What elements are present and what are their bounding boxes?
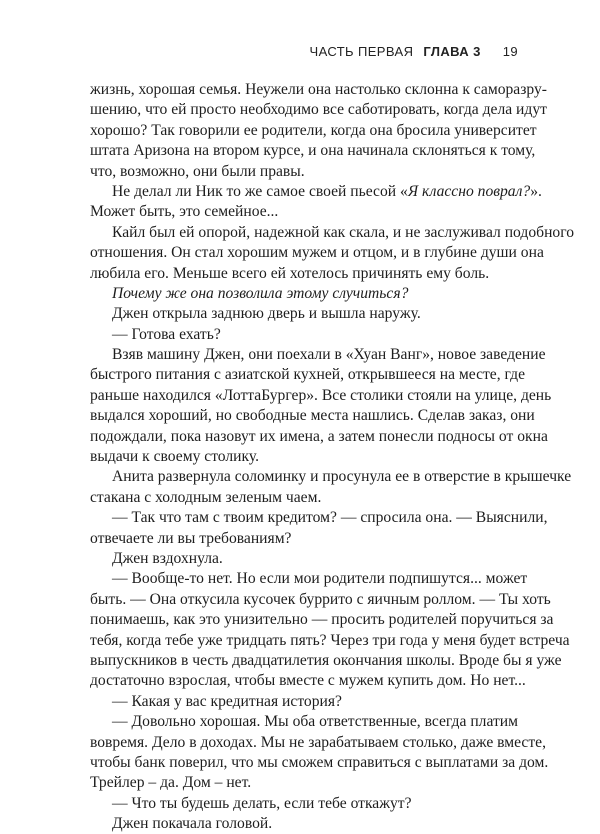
text-line: Может быть, это семейное... [90,203,279,221]
body-text [90,80,575,834]
text-line: — Довольно хорошая. Мы оба ответственные, всегда платим [112,713,518,731]
text-line: достаточно взрослая, чтобы вместе с мужем купить дом. Но нет... [90,672,526,690]
text-line: — Какая у вас кредитная история? [112,692,342,710]
text-line: выдачи к своему столику. [90,448,260,466]
page-number: 19 [502,44,518,59]
text-line: отношения. Он стал хорошим мужем и отцом, и в глубине души она [90,244,544,262]
text-line: быстрого питания с азиатской кухней, открывшееся на месте, где [90,366,526,384]
italic-title: Я классно поврал? [407,182,531,200]
text-line: Джен открыла заднюю дверь и вышла наружу. [112,305,421,323]
text-line: Джен вздохнула. [112,549,223,567]
running-head [90,44,518,59]
text-line: Взяв машину Джен, они поехали в «Хуан Ванг», новое заведение [112,346,546,364]
text-line: — Что ты будешь делать, если тебе откажут? [112,794,412,812]
text-line: — Готова ехать? [112,325,221,343]
text-line: стакана с холодным зеленым чаем. [90,488,322,506]
text-line: хорошо? Так говорили ее родители, когда она бросила университет [90,121,537,139]
text-line: тебя, когда тебе уже тридцать пять? Через три года у меня будет встреча [90,631,570,649]
text-line: штата Аризона на втором курсе, и она начинала склоняться к тому, [90,142,536,160]
text-line: выпускников в честь двадцатилетия окончания школы. Вроде бы я уже [90,651,562,669]
text-line: жизнь, хорошая семья. Неужели она настолько склонна к саморазру- [90,81,547,98]
text-line: любила его. Меньше всего ей хотелось причинять ему боль. [90,264,490,282]
text-line: раньше находился «ЛоттаБургер». Все столики стояли на улице, день [90,386,552,404]
text-line: — Вообще-то нет. Но если мои родители подпишутся... может [112,570,528,588]
text-line: Не делал ли Ник то же самое своей пьесой «Я классно поврал?». [112,182,542,200]
text-line: вовремя. Дело в доходах. Мы не зарабатываем столько, даже вместе, [90,733,546,751]
text-line: Трейлер – да. Дом – нет. [90,774,252,792]
text-line: подождали, пока назовут их имена, а затем понесли подносы от окна [90,427,548,445]
text-line: быть. — Она откусила кусочек буррито с яичным роллом. — Ты хоть [90,590,551,608]
text-line: Анита развернула соломинку и просунула ее в отверстие в крышечке [112,468,572,486]
text-line: что, возможно, они были правы. [90,162,305,180]
text-line: шению, что ей просто необходимо все саботировать, когда дела идут [90,101,547,119]
chapter-title: ГЛАВА 3 [423,44,481,59]
part-title: ЧАСТЬ ПЕРВАЯ [309,44,414,59]
text-line: Почему же она позволила этому случиться? [112,284,409,302]
text-line: отвечаете ли вы требованиям? [90,529,292,547]
text-line: — Так что там с твоим кредитом? — спросила она. — Выяснили, [112,509,548,527]
text-line: чтобы банк поверил, что мы сможем справиться с выплатами за дом. [90,753,549,771]
text-line: Джен покачала головой. [112,815,273,833]
text-line: выдался хороший, но свободные места нашлись. Сделав заказ, они [90,407,535,425]
text-line: Кайл был ей опорой, надежной как скала, и не заслуживал подобного [112,223,575,241]
text-line: понимаешь, как это унизительно — просить родителей поручиться за [90,611,554,629]
